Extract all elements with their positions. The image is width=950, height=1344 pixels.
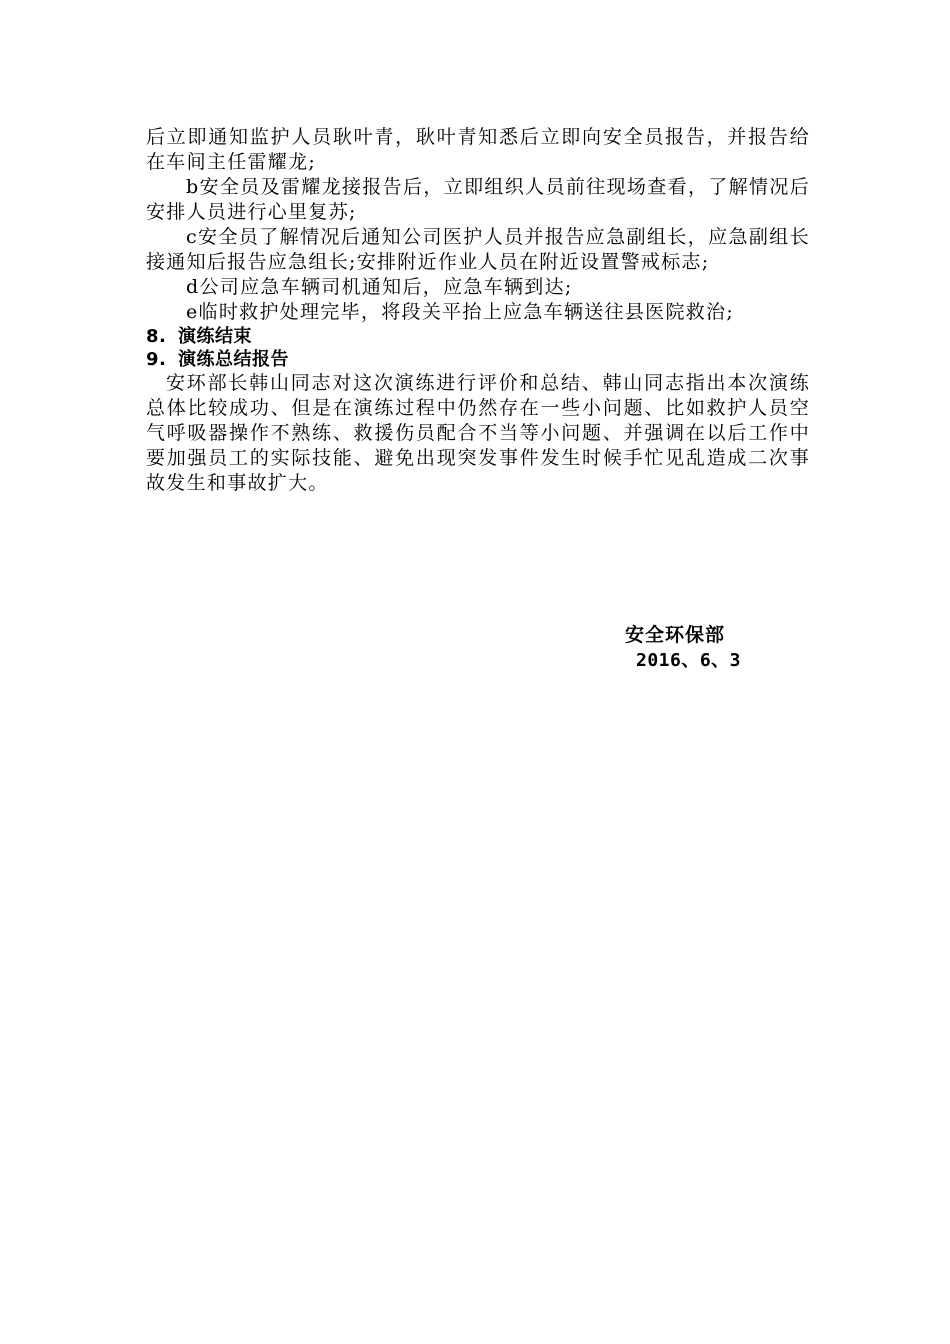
- paragraph-step-c: c安全员了解情况后通知公司医护人员并报告应急副组长，应急副组长接通知后报告应急组长;安排附近作业人员在附近设置警戒标志;: [146, 226, 810, 273]
- paragraph-summary: 安环部长韩山同志对这次演练进行评价和总结、韩山同志指出本次演练总体比较成功、但是在演练过程中仍然存在一些小问题、比如救护人员空气呼吸器操作不熟练、救援伤员配合不当等小问题、并强调在以后工作中要加强员工的实际技能、避免出现突发事件发生时候手忙见乱造成二次事故发生和事故扩大。: [146, 372, 810, 494]
- section-number-9: 9.: [146, 349, 167, 370]
- paragraph-step-e: e临时救护处理完毕，将段关平抬上应急车辆送往县医院救治;: [186, 301, 735, 323]
- signature-date: 2016、6、3: [636, 650, 742, 671]
- signature-department: 安全环保部: [625, 624, 726, 646]
- paragraph-notification: 后立即通知监护人员耿叶青，耿叶青知悉后立即向安全员报告，并报告给在车间主任雷耀龙;: [146, 126, 810, 173]
- paragraph-step-d: d公司应急车辆司机通知后，应急车辆到达;: [186, 276, 573, 298]
- section-number-8: 8.: [146, 326, 167, 347]
- section-title-9: 演练总结报告: [178, 349, 289, 370]
- document-body: [146, 125, 810, 496]
- section-heading-8: [146, 325, 810, 348]
- section-heading-9: [146, 348, 810, 371]
- paragraph-step-b: b安全员及雷耀龙接报告后，立即组织人员前往现场查看，了解情况后安排人员进行心里复苏;: [146, 176, 810, 223]
- section-title-8: 演练结束: [178, 326, 252, 347]
